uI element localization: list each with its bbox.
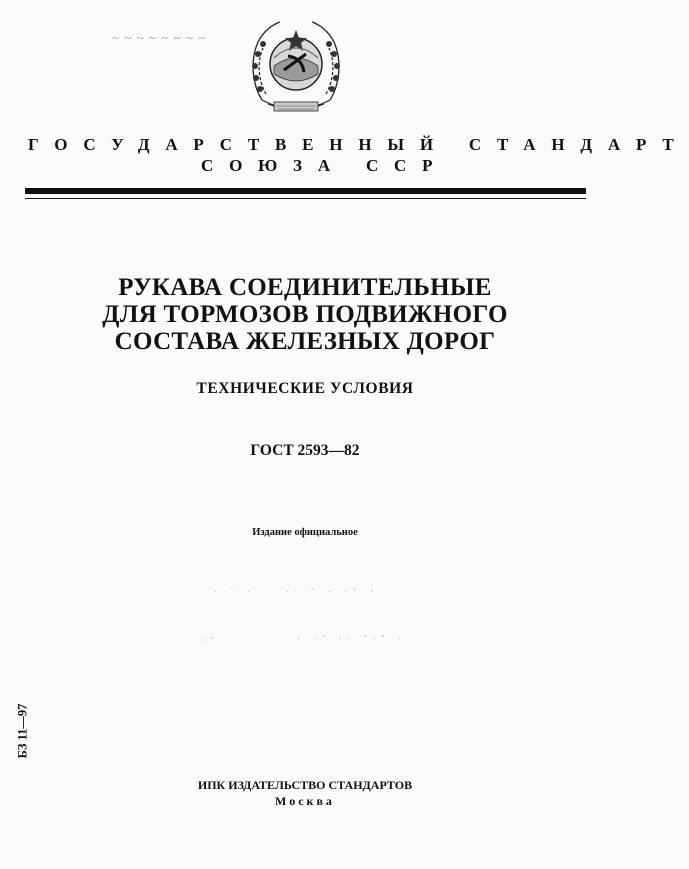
scan-speck: ·˜ bbox=[202, 636, 220, 645]
scan-speck: · ˙ · bbox=[214, 587, 256, 596]
publisher-name: ИПК ИЗДАТЕЛЬСТВО СТАНДАРТОВ bbox=[197, 778, 413, 792]
pencil-annotation: ~ ~ ~ ~ ~ ~ ~ ~ bbox=[112, 30, 207, 45]
header-rule-thick bbox=[25, 188, 586, 194]
document-title-line1: РУКАВА СОЕДИНИТЕЛЬНЫЕ bbox=[118, 274, 492, 301]
header-rule-thin bbox=[25, 198, 586, 199]
scan-speck: · ·˜ ·· ˜·˜ · bbox=[297, 634, 407, 643]
ussr-state-emblem-icon bbox=[244, 14, 348, 118]
gost-number: ГОСТ 2593—82 bbox=[250, 442, 360, 459]
side-code-text: БЗ 11—97 bbox=[15, 703, 30, 759]
side-code bbox=[16, 700, 30, 762]
standard-header-line2: СОЮЗА ССР bbox=[201, 156, 449, 175]
edition-note: Издание официальное bbox=[252, 527, 358, 538]
document-title-line2: ДЛЯ ТОРМОЗОВ ПОДВИЖНОГО bbox=[102, 301, 508, 328]
standard-header-line1: ГОСУДАРСТВЕННЫЙ СТАНДАРТ bbox=[28, 135, 689, 154]
document-subtitle: ТЕХНИЧЕСКИЕ УСЛОВИЯ bbox=[196, 380, 414, 397]
publisher-city: Москва bbox=[275, 794, 335, 808]
document-title-line3: СОСТАВА ЖЕЛЕЗНЫХ ДОРОГ bbox=[114, 328, 496, 355]
scan-speck: ·· ˜ · ·˜ · bbox=[286, 587, 379, 596]
